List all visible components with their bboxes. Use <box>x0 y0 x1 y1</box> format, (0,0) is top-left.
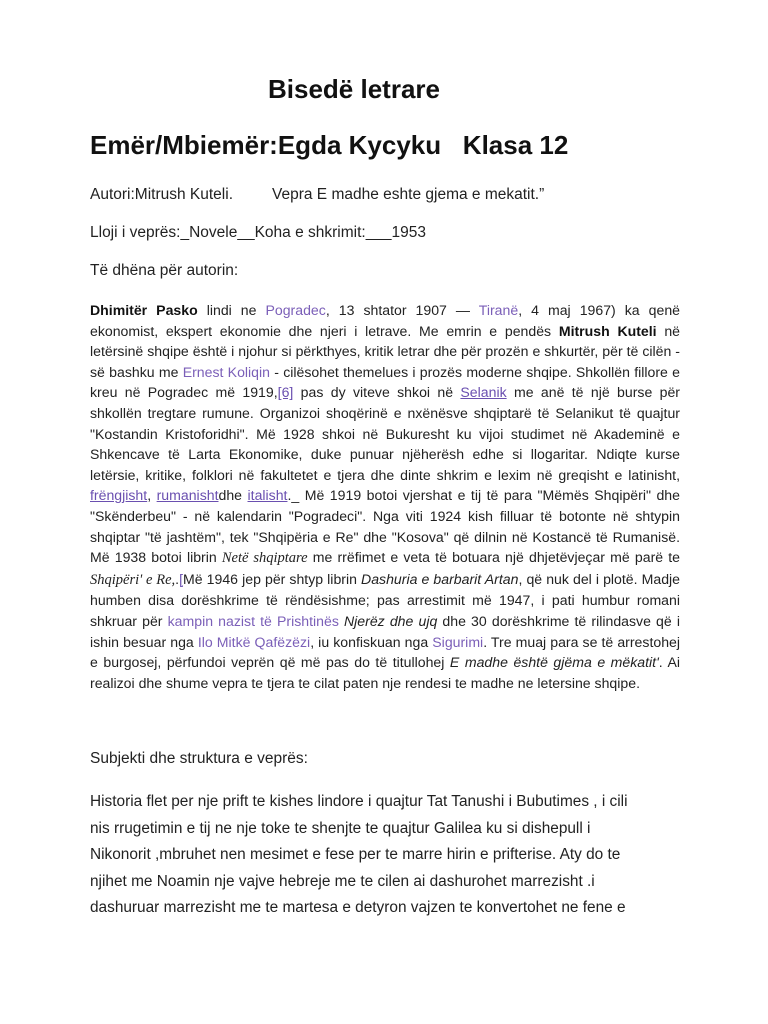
link-italisht[interactable]: italisht <box>247 487 288 504</box>
book-title-e-madhe: E madhe është gjëma e mëkatit' <box>449 654 659 671</box>
link-kampin-nazist[interactable]: kampin nazist të Prishtinës <box>167 612 339 629</box>
bio-name: Dhimitër Pasko <box>90 302 198 318</box>
bio-pen-name: Mitrush Kuteli <box>558 322 657 339</box>
bio-text: , 13 shtator 1907 — <box>325 302 479 318</box>
work-label: Vepra E madhe eshte gjema e mekatit.” <box>272 186 545 203</box>
bio-text: pas dy viteve shkoi në <box>293 384 461 401</box>
story-line: dashuruar marrezisht me te martesa e detyron vajzen te konvertohet ne fene e <box>90 899 626 916</box>
story-line: Nikonorit ,mbruhet nen mesimet e fese per te marre hirin e prifterise. Aty do te <box>90 846 621 863</box>
bio-text: me anë të një burse për shkollën tregtare rumune. Organizoi shoqërinë e nxënësve shqiptarë të Selanikut të quajtur "Kostandin Kristoforidhi". Më 1928 shkoi në Bukuresht ku vijoi studimet në Akademinë e Shkencave të Larta Ekonomike, duke punuar njëherësh edhe si llogaritar. Ndiqte kurse letërsie, kritike, folklori në fakultetet e tjera dhe dinte shkrim e lexim në greqisht e latinisht, <box>90 384 680 483</box>
magazine-title-shqiperi: Shqipëri' e Re, <box>90 571 176 588</box>
story-summary <box>90 789 680 922</box>
bio-text: , që nuk del i plotë. Madje humben disa dorëshkrime të rëndësishme; pas arrestimit më 1947, i pati humbur romani shkruar për <box>90 570 681 629</box>
bio-text: . <box>175 570 180 587</box>
bio-text: në letërsinë shqipe është i njohur si përkthyes, kritik letrar dhe për prozën e shkurtër, për të cilën - së bashku me <box>90 322 680 380</box>
author-info-heading: Të dhëna për autorin: <box>90 262 239 279</box>
book-title-dashuria: Dashuria e barbarit Artan <box>361 570 519 587</box>
story-line: Historia flet per nje prift te kishes lindore i quajtur Tat Tanushi i Bubutimes , i cili <box>90 793 628 810</box>
structure-heading: Subjekti dhe struktura e veprës: <box>90 750 308 767</box>
bio-text: . Ai realizoi dhe shume vepra te tjera te cilat paten nje rendesi te madhe ne letersine shqipe. <box>90 654 680 691</box>
link-ref-6[interactable]: [6] <box>277 384 294 401</box>
link-tirane[interactable]: Tiranë <box>478 302 519 318</box>
type-time-line: Lloji i veprës:_Novele__Koha e shkrimit:___1953 <box>90 224 427 241</box>
student-info-heading: Emër/Mbiemër:Egda Kycyku Klasa 12 <box>90 130 569 160</box>
bio-text: dhe <box>218 487 248 504</box>
book-title-njerez-ujq: Njerëz dhe ujq <box>344 612 438 629</box>
bio-text: . Tre muaj para se të arrestohej e burgosej, përfundoi veprën që më pas do të titullohej <box>90 633 681 671</box>
bio-text: dhe 30 dorëshkrime të rilindasve që i ishin besuar nga <box>90 612 680 650</box>
link-frengjisht[interactable]: frëngjisht <box>90 487 148 504</box>
bio-text: , 4 maj 1967) ka qenë ekonomist, ekspert ekonomie dhe njeri i letrave. Me emrin e pendës <box>90 302 681 339</box>
bio-text: lindi ne <box>197 302 266 318</box>
author-work-line <box>90 186 544 204</box>
link-sigurimi[interactable]: Sigurimi <box>432 633 484 650</box>
story-line: njihet me Noamin nje vajve hebreje me te cilen ai dashurohet marrezisht .i <box>90 872 595 890</box>
document-title: Bisedë letrare <box>268 74 440 104</box>
bio-text: me rrëfimet e veta të botuara një dhjetëvjeçar më parë te <box>307 549 681 566</box>
link-pogradec[interactable]: Pogradec <box>265 302 326 318</box>
link-rumanisht[interactable]: rumanisht <box>156 487 219 504</box>
link-qafezezi[interactable]: Ilo Mitkë Qafëzëzi <box>197 633 311 650</box>
bio-text: Më 1946 jep për shtyp librin <box>183 570 362 587</box>
author-label: Autori:Mitrush Kuteli. <box>90 186 233 203</box>
link-koliqi[interactable]: Ernest Koliqin <box>182 363 270 380</box>
book-title-nete-shqiptare: Netë shqiptare <box>221 550 308 567</box>
link-selanik[interactable]: Selanik <box>460 384 507 401</box>
bio-text: , iu konfiskuan nga <box>310 633 433 650</box>
author-biography <box>90 300 680 693</box>
bio-text: , <box>147 487 157 504</box>
story-line: nis rrugetimin e tij ne nje toke te shenjte te quajtur Galilea ku si dishepull i <box>90 819 591 837</box>
bio-text: ._ Më 1919 botoi vjershat e tij të para "Mëmës Shqipëri" dhe "Skënderbeu" - në kalendarin "Pogradeci". Nga viti 1924 kish filluar të botonte në shtypin shqiptar "të jashtëm", tek "Shqipëria e Re" dhe "Kosova" që dilnin në Kostancë të Rumanisë. Më 1938 botoi librin <box>90 487 680 566</box>
bio-text: - cilësohet themelues i prozës moderne shqipe. Shkollën fillore e kreu në Pogradec më 1919, <box>90 363 680 401</box>
link-bracket-ref[interactable]: [ <box>179 570 184 587</box>
